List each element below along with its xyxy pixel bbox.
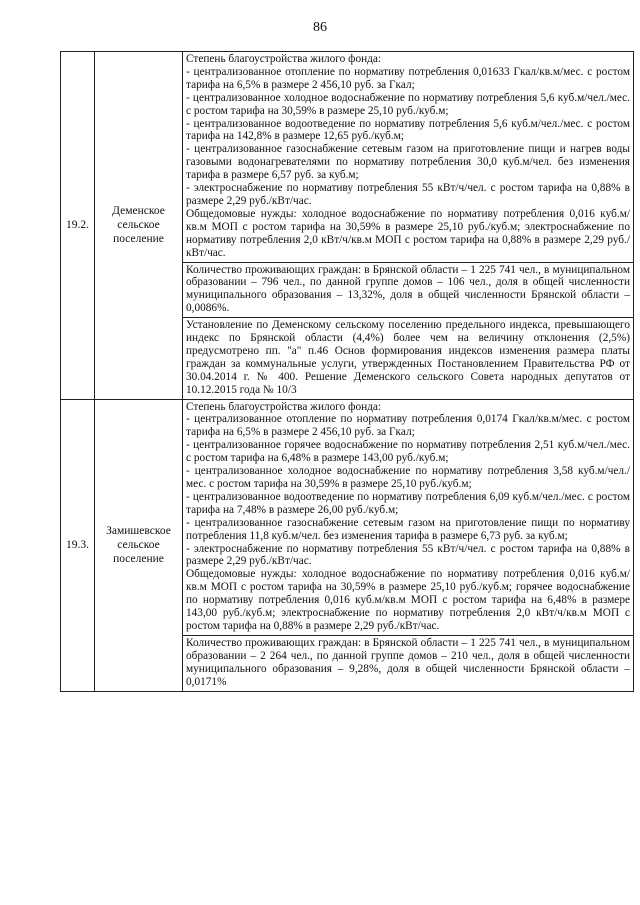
settlement-name: Деменское сельское поселение xyxy=(95,52,183,400)
table-row xyxy=(61,399,634,691)
text-line: Степень благоустройства жилого фонда: xyxy=(186,53,382,65)
text-line: Количество проживающих граждан: в Брянской области – 1 225 741 чел., в муниципальном образовании – 2 264 чел., по данной группе домов – 210 чел., доля в общей численности муниципального образования – 9,28%, доля в общей численности Брянской области – 0,0171% xyxy=(186,636,630,688)
text-line: - централизованное отопление по нормативу потребления 0,01633 Гкал/кв.м/мес. с ростом тарифа на 6,5% в размере 2 456,10 руб. за Гкал; xyxy=(186,65,630,91)
settlement-name: Замишевское сельское поселение xyxy=(95,399,183,691)
text-line: - электроснабжение по нормативу потребления 55 кВт/ч/чел. с ростом тарифа на 0,88% в размере 2,29 руб./кВт/час. xyxy=(186,182,630,207)
justification-block xyxy=(183,317,633,398)
page-number: 86 xyxy=(313,20,327,35)
text-line: - централизованное водоотведение по нормативу потребления 5,6 куб.м/чел./мес. с ростом тарифа на 142,8% в размере 12,65 руб./куб.м; xyxy=(186,117,630,143)
residents-block xyxy=(183,262,633,318)
text-line: Количество проживающих граждан: в Брянской области – 1 225 741 чел., в муниципальном образовании – 796 чел., по данной группе домов – 106 чел., доля в общей численности муниципального образования – 13,32%, доля в общей численности Брянской области – 0,0086%. xyxy=(186,263,630,315)
table-row xyxy=(61,52,634,400)
amenities-block xyxy=(183,52,633,262)
text-line: Общедомовые нужды: холодное водоснабжение по нормативу потребления 0,016 куб.м/кв.м МОП с ростом тарифа на 30,59% в размере 25,10 руб./куб.м; горячее водоснабжение по нормативу потребления 0,016 куб.м/кв.м МОП с ростом тарифа на 6,48% в размере 143,00 руб./куб.м; электроснабжение по нормативу потребления 2,0 кВт/ч/кв.м МОП с ростом тарифа на 0,88% в размере 2,29 руб./кВт/час. xyxy=(186,568,630,632)
text-line: - электроснабжение по нормативу потребления 55 кВт/ч/чел. с ростом тарифа на 0,88% в размере 2,29 руб./кВт/час. xyxy=(186,542,630,568)
text-line: - централизованное холодное водоснабжение по нормативу потребления 5,6 куб.м/чел./мес. с ростом тарифа на 30,59% в размере 25,10 руб./куб.м; xyxy=(186,91,630,117)
row-content xyxy=(183,52,634,400)
text-line: - централизованное холодное водоснабжение по нормативу потребления 3,58 куб.м/чел./мес. с ростом тарифа на 30,59% в размере 25,10 руб./куб.м; xyxy=(186,465,630,490)
text-line: - централизованное горячее водоснабжение по нормативу потребления 2,51 куб.м/чел./мес. с ростом тарифа на 6,48% в размере 143,00 руб./куб.м; xyxy=(186,439,630,465)
text-line: - централизованное отопление по нормативу потребления 0,0174 Гкал/кв.м/мес. с ростом тарифа на 6,5% в размере 2 456,10 руб. за Гкал; xyxy=(186,413,630,439)
row-number: 19.2. xyxy=(61,52,95,400)
tariff-table xyxy=(60,51,634,692)
amenities-block xyxy=(183,400,633,635)
row-number: 19.3. xyxy=(61,399,95,691)
text-line: Установление по Деменскому сельскому поселению предельного индекса, превышающего индекс по Брянской области (4,4%) более чем на величину отклонения (2,5%) предусмотрено пп. "а" п.46 Основ формирования индексов изменения размера платы граждан за коммунальные услуги, утвержденных Постановлением Правительства РФ от 30.04.2014 г. № 400. Решение Деменского сельского Совета народных депутатов от 10.12.2015 года № 10/3 xyxy=(186,319,630,396)
text-line: - централизованное газоснабжение сетевым газом на приготовление пищи и нагрев воды газовыми водонагревателями по нормативу потребления 30,0 куб.м/чел. без изменения тарифа в размере 6,57 руб. за куб.м; xyxy=(186,143,630,182)
row-content xyxy=(183,399,634,691)
residents-block xyxy=(183,635,633,691)
text-line: Степень благоустройства жилого фонда: xyxy=(186,400,382,413)
text-line: - централизованное газоснабжение сетевым газом на приготовление пищи по нормативу потребления 11,8 куб.м/чел. без изменения тарифа в размере 6,73 руб. за куб.м; xyxy=(186,516,630,542)
text-line: Общедомовые нужды: холодное водоснабжение по нормативу потребления 0,016 куб.м/кв.м МОП с ростом тарифа на 30,59% в размере 25,10 руб./куб.м; электроснабжение по нормативу потребления 2,0 кВт/ч/кв.м МОП с ростом тарифа на 0,88% в размере 2,29 руб./кВт/час. xyxy=(186,207,630,259)
text-line: - централизованное водоотведение по нормативу потребления 6,09 куб.м/чел./мес. с ростом тарифа на 7,48% в размере 26,00 руб./куб.м; xyxy=(186,490,630,516)
